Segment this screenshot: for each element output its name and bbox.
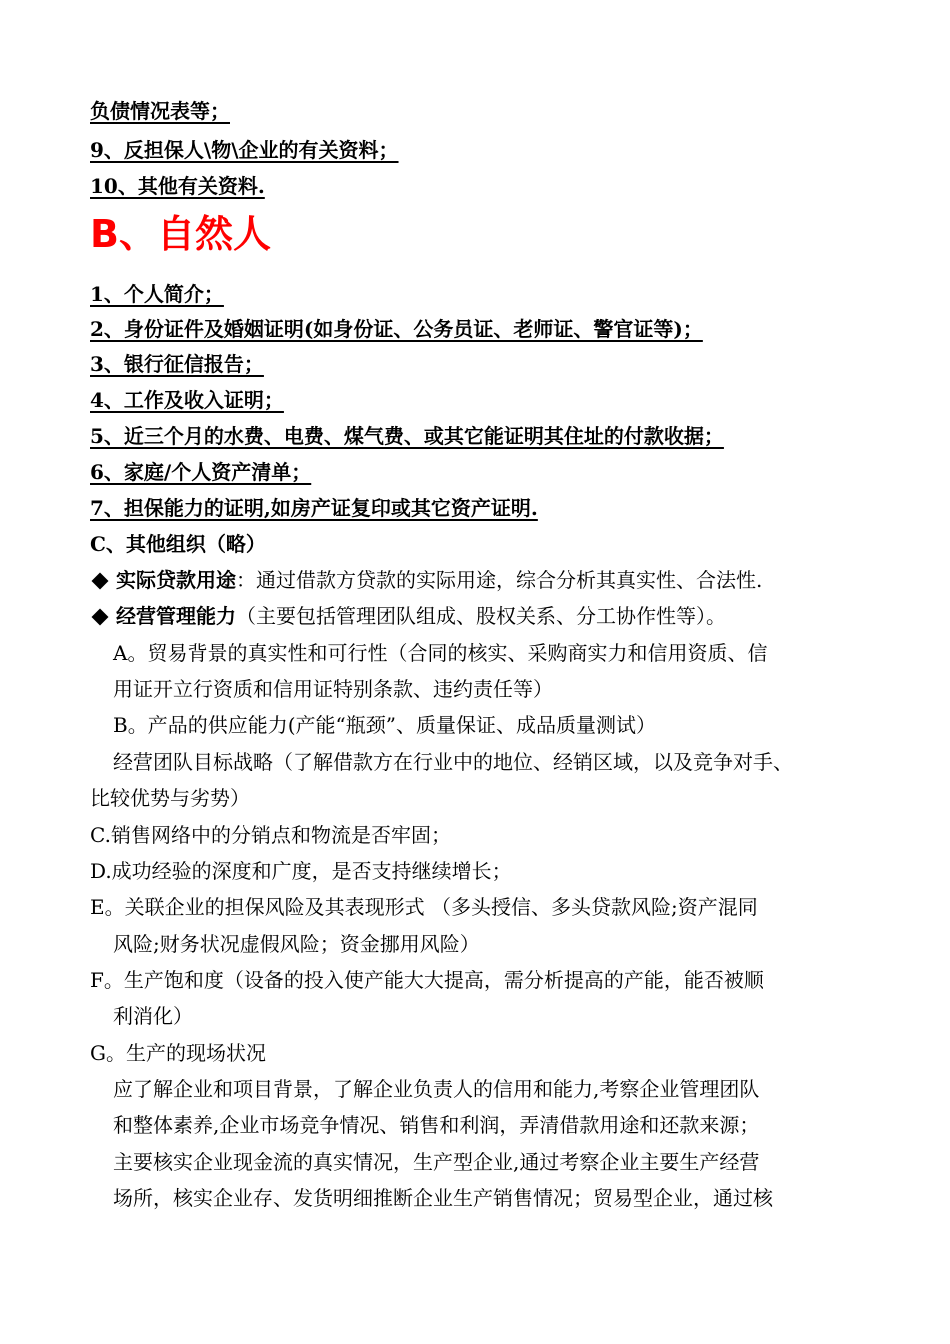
diamond-bullet-icon (92, 608, 109, 625)
bullet-text: （主要包括管理团队组成、股权关系、分工协作性等）。 (236, 604, 726, 628)
paragraph-line: A。贸易背景的真实性和可行性（合同的核实、采购商实力和信用资质、信 (113, 641, 768, 665)
paragraph-line: 和整体素养,企业市场竞争情况、销售和利润，弄清借款用途和还款来源； (113, 1113, 760, 1137)
paragraph-line: G。生产的现场状况 (90, 1041, 266, 1065)
paragraph-line: F。生产饱和度（设备的投入使产能大大提高，需分析提高的产能，能否被顺 (90, 968, 764, 992)
list-item: 1、个人简介； (90, 282, 224, 306)
bullet-item (90, 567, 762, 593)
paragraph-line: 场所，核实企业存、发货明细推断企业生产销售情况；贸易型企业，通过核 (113, 1186, 773, 1210)
paragraph-line: D.成功经验的深度和广度，是否支持继续增长； (90, 859, 512, 883)
diamond-bullet-icon (92, 572, 109, 589)
list-item: 负债情况表等； (90, 99, 230, 123)
paragraph-line: B。产品的供应能力(产能“瓶颈”、质量保证、成品质量测试） (113, 713, 656, 737)
paragraph-line: 应了解企业和项目背景，了解企业负责人的信用和能力,考察企业管理团队 (113, 1077, 760, 1101)
list-item: 7、担保能力的证明,如房产证复印或其它资产证明. (90, 496, 538, 520)
list-item: 3、银行征信报告； (90, 352, 264, 376)
paragraph-line: 利消化） (113, 1004, 193, 1028)
paragraph-line: C.销售网络中的分销点和物流是否牢固； (90, 823, 451, 847)
list-item: 10、其他有关资料. (90, 174, 265, 198)
section-heading: B、自然人 (90, 212, 271, 256)
paragraph-line: 风险;财务状况虚假风险；资金挪用风险） (113, 932, 480, 956)
list-item: 2、身份证件及婚姻证明(如身份证、公务员证、老师证、警官证等)； (90, 317, 703, 341)
paragraph-line: 比较优势与劣势） (90, 786, 250, 810)
list-item: 9、反担保人\物\企业的有关资料； (90, 138, 399, 162)
paragraph-line: 主要核实企业现金流的真实情况，生产型企业,通过考察企业主要生产经营 (113, 1150, 760, 1174)
paragraph-line: 经营团队目标战略（了解借款方在行业中的地位、经销区域，以及竞争对手、 (113, 750, 793, 774)
bullet-text: ：通过借款方贷款的实际用途，综合分析其真实性、合法性. (236, 568, 763, 592)
bullet-item (90, 603, 726, 629)
list-item: 5、近三个月的水费、电费、煤气费、或其它能证明其住址的付款收据； (90, 424, 724, 448)
paragraph-line: 用证开立行资质和信用证特别条款、违约责任等） (113, 677, 553, 701)
paragraph-line: E。关联企业的担保风险及其表现形式 （多头授信、多头贷款风险;资产混同 (90, 895, 758, 919)
list-item: 6、家庭/个人资产清单； (90, 460, 312, 484)
bullet-label: 经营管理能力 (116, 604, 236, 628)
section-title: C、其他组织（略） (90, 532, 266, 556)
bullet-label: 实际贷款用途 (116, 568, 236, 592)
list-item: 4、工作及收入证明； (90, 388, 284, 412)
